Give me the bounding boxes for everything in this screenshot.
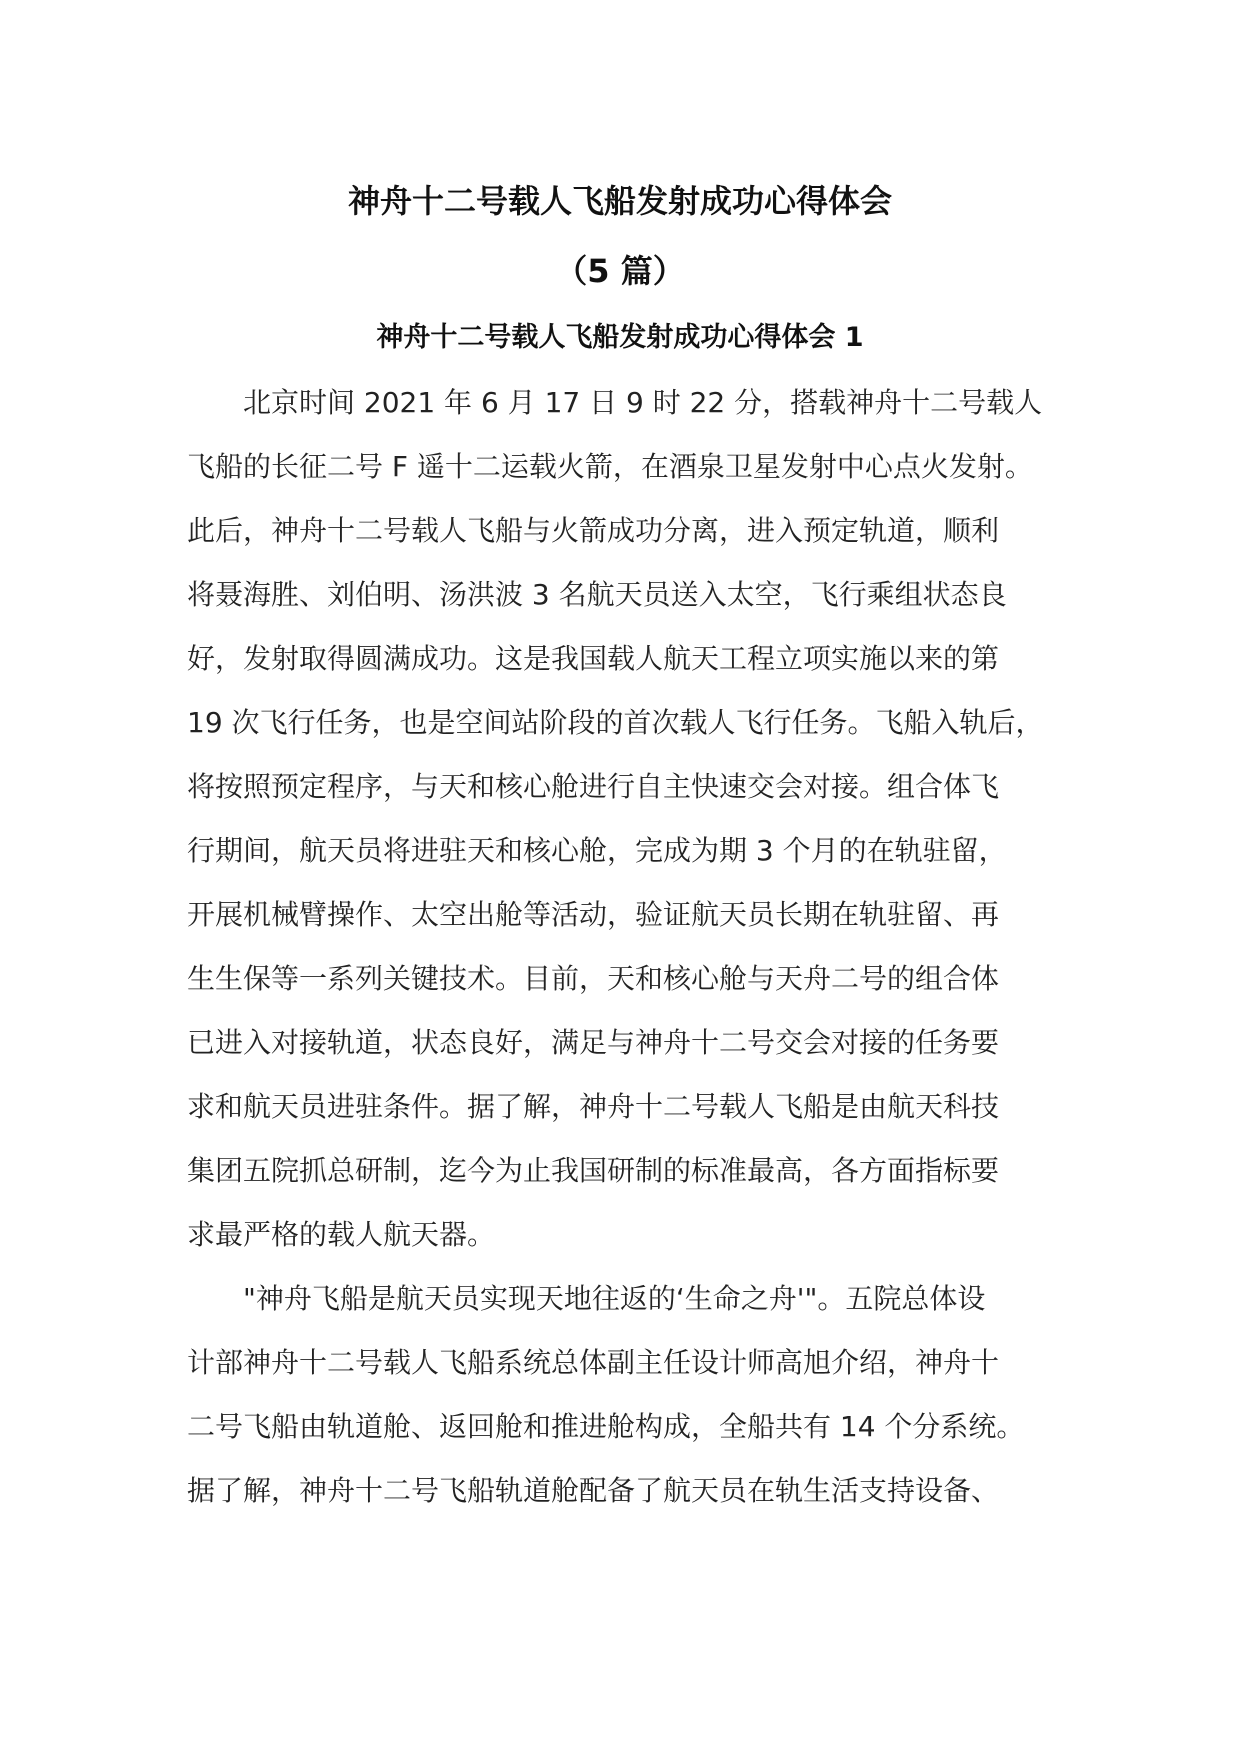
document-title: 神舟十二号载人飞船发射成功心得体会 (347, 182, 892, 220)
body-line: 19 次飞行任务，也是空间站阶段的首次载人飞行任务。飞船入轨后， (187, 706, 1044, 739)
body-line: 开展机械臂操作、太空出舱等活动，验证航天员长期在轨驻留、再 (187, 898, 1000, 931)
body-line: 好，发射取得圆满成功。这是我国载人航天工程立项实施以来的第 (187, 642, 1000, 675)
body-line: 将按照预定程序，与天和核心舱进行自主快速交会对接。组合体飞 (187, 770, 1000, 803)
body-line: 二号飞船由轨道舱、返回舱和推进舱构成，全船共有 14 个分系统。 (187, 1410, 1025, 1443)
body-line: 求最严格的载人航天器。 (187, 1218, 496, 1251)
body-line: 将聂海胜、刘伯明、汤洪波 3 名航天员送入太空，飞行乘组状态良 (187, 578, 1007, 611)
body-line: "神舟飞船是航天员实现天地往返的‘生命之舟'"。五院总体设 (187, 1282, 986, 1315)
section-heading: 神舟十二号载人飞船发射成功心得体会 1 (376, 322, 864, 353)
body-line: 据了解，神舟十二号飞船轨道舱配备了航天员在轨生活支持设备、 (187, 1474, 1000, 1507)
body-line: 行期间，航天员将进驻天和核心舱，完成为期 3 个月的在轨驻留， (187, 834, 1007, 867)
body-line: 计部神舟十二号载人飞船系统总体副主任设计师高旭介绍，神舟十 (187, 1346, 1000, 1379)
body-line: 求和航天员进驻条件。据了解，神舟十二号载人飞船是由航天科技 (187, 1090, 1000, 1123)
document-count: （5 篇） (555, 252, 685, 290)
body-line: 已进入对接轨道，状态良好，满足与神舟十二号交会对接的任务要 (187, 1026, 1000, 1059)
body-line: 北京时间 2021 年 6 月 17 日 9 时 22 分，搭载神舟十二号载人 (187, 386, 1043, 419)
body-line: 集团五院抓总研制，迄今为止我国研制的标准最高，各方面指标要 (187, 1154, 1000, 1187)
body-line: 生生保等一系列关键技术。目前，天和核心舱与天舟二号的组合体 (187, 962, 1000, 995)
body-line: 此后，神舟十二号载人飞船与火箭成功分离，进入预定轨道，顺利 (187, 514, 1000, 547)
body-line: 飞船的长征二号 F 遥十二运载火箭，在酒泉卫星发射中心点火发射。 (187, 450, 1033, 483)
